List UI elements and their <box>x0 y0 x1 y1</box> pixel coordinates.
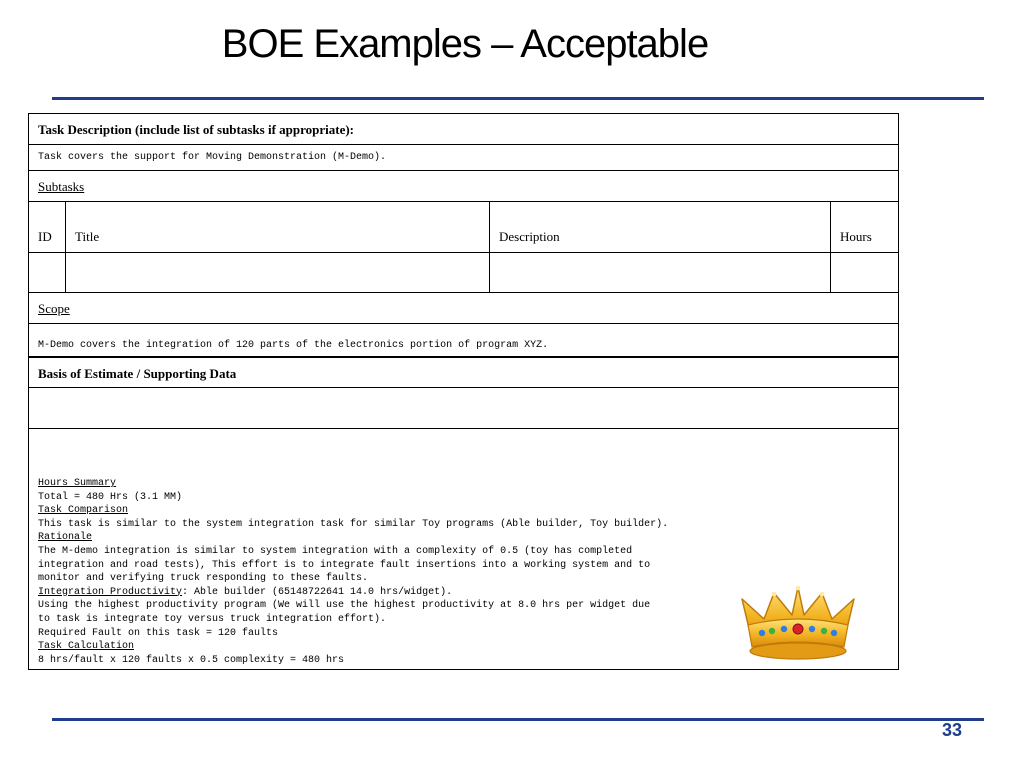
rationale-line: The M-demo integration is similar to system integration with a complexity of 0.5 (toy has completed <box>38 545 633 557</box>
crown-icon <box>738 585 858 661</box>
rationale-line: monitor and verifying truck responding to these faults. <box>38 573 369 585</box>
integration-productivity-value: : Able builder (65148722641 14.0 hrs/widget). <box>182 586 453 598</box>
subtasks-label: Subtasks <box>29 171 898 202</box>
subtasks-col-id: ID <box>29 202 66 252</box>
subtasks-col-hours: Hours <box>840 229 872 244</box>
productivity-line: to task is integrate toy versus truck integration effort). <box>38 613 387 625</box>
task-comparison-label: Task Comparison <box>38 505 129 517</box>
basis-label: Basis of Estimate / Supporting Data <box>29 358 898 388</box>
rationale-label: Rationale <box>38 532 93 544</box>
scope-value: M-Demo covers the integration of 120 parts of the electronics portion of program XYZ. <box>29 324 898 358</box>
top-rule <box>52 97 984 100</box>
subtasks-cell-title <box>66 253 490 292</box>
rationale-line: integration and road tests), This effort is to integrate fault insertions into a working system and to <box>38 559 651 571</box>
bottom-rule <box>52 718 984 721</box>
subtasks-cell-id <box>29 253 66 292</box>
slide-title: BOE Examples – Acceptable <box>221 22 709 66</box>
subtasks-cell-hours <box>831 253 898 292</box>
task-description-value: Task covers the support for Moving Demonstration (M-Demo). <box>29 145 898 171</box>
subtasks-col-description: Description <box>490 202 831 252</box>
task-description-label: Task Description (include list of subtasks if appropriate): <box>29 114 898 145</box>
scope-label: Scope <box>29 293 898 324</box>
page-number: 33 <box>941 720 962 740</box>
subtasks-col-title: Title <box>66 202 490 252</box>
subtasks-cell-description <box>490 253 831 292</box>
integration-productivity-label: Integration Productivity <box>38 586 183 598</box>
subtasks-header-row <box>29 202 898 253</box>
task-calculation-value: 8 hrs/fault x 120 faults x 0.5 complexity = 480 hrs <box>38 654 345 666</box>
task-comparison-value: This task is similar to the system integration task for similar Toy programs (Able builder, Toy builder). <box>38 518 669 530</box>
subtasks-empty-row <box>29 253 898 293</box>
productivity-line: Using the highest productivity program (We will use the highest productivity at 8.0 hrs per widget due <box>38 600 651 612</box>
hours-summary-value: Total = 480 Hrs (3.1 MM) <box>38 491 183 503</box>
basis-blank-row <box>29 388 898 429</box>
task-calculation-label: Task Calculation <box>38 641 135 653</box>
hours-summary-label: Hours Summary <box>38 478 117 489</box>
productivity-line: Required Fault on this task = 120 faults <box>38 627 279 639</box>
